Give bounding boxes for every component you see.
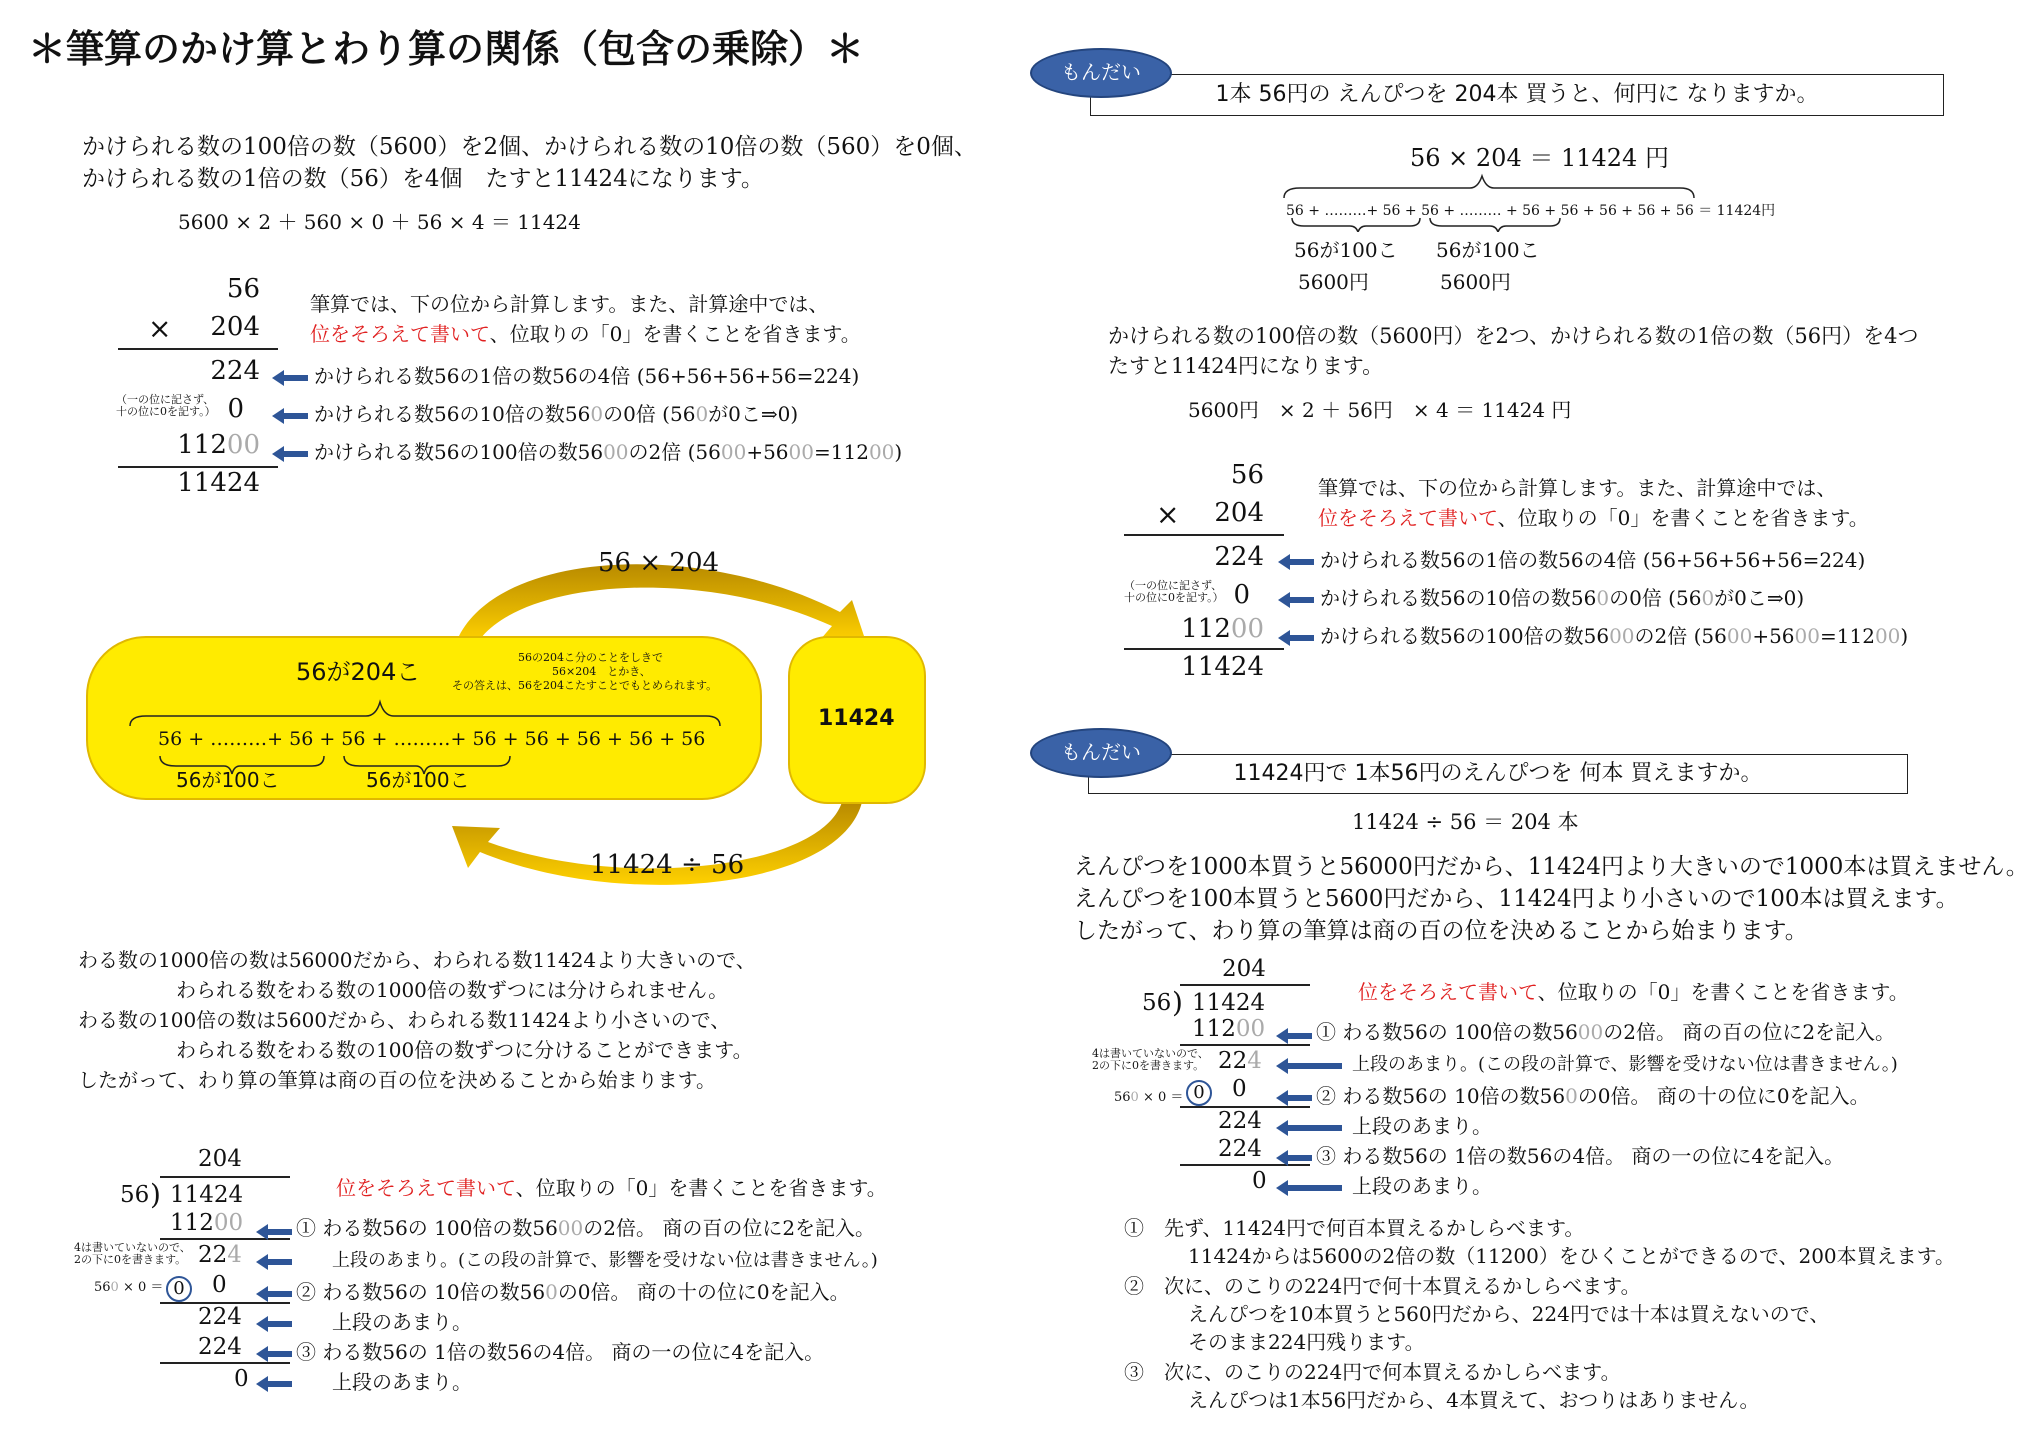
div-quotient: 204 [198, 1146, 242, 1172]
right-arrow-icon [1276, 1122, 1342, 1134]
right-arrow-icon [1278, 594, 1314, 606]
div-text-4: わられる数をわる数の100倍の数ずつに分けることができます。 [176, 1038, 753, 1062]
right-arrow-icon [1276, 1060, 1342, 1072]
left-note-1: 筆算では、下の位から計算します。また、計算途中では、 [310, 292, 829, 316]
div-tiny-note: 4は書いていないので、 2の下に0を書きます。 [74, 1241, 191, 1266]
left-intro-line2: かけられる数の1倍の数（56）を4個 たすと11424になります。 [82, 166, 764, 192]
mul-note-1: かけられる数56の1倍の数56の4倍 (56+56+56+56=224) [314, 364, 860, 388]
step-2-detail: えんぴつを10本買うと560円だから、224円では十本は買えないので、 [1188, 1302, 1830, 1326]
div-text-2: わられる数をわる数の1000倍の数ずつには分けられません。 [176, 978, 729, 1002]
right-under-2: 56が100こ [1436, 238, 1540, 262]
mul-note-2: かけられる数56の10倍の数560の0倍 (560が0こ⇒0) [314, 402, 799, 426]
div-divisor: 56 [120, 1182, 150, 1208]
right-text2-2: えんぴつを100本買うと5600円だから、11424円より小さいので100本は買えます。 [1074, 886, 1959, 912]
div-dividend: 11424 [170, 1182, 244, 1208]
cycle-under-1: 56が100こ [176, 768, 280, 792]
cycle-big-label: 56が204こ [296, 658, 421, 686]
r-mul-multiplicand: 56 [1230, 460, 1264, 490]
div-circled-zero-icon: 0 [166, 1276, 192, 1302]
left-arrow-icon [256, 1288, 292, 1300]
right-under-1b: 5600円 [1298, 270, 1369, 294]
step-1: ① 先ず、11424円で何百本買えるかしらべます。 [1124, 1216, 1585, 1240]
cycle-sum: 56 + ………+ 56 + 56 + ………+ 56 + 56 + 56 + 56 + 56 [158, 728, 706, 750]
left-note-2 [310, 318, 861, 347]
mul-total: 11424 [177, 468, 260, 498]
left-arrow-icon [272, 448, 308, 460]
cycle-top-label: 56 × 204 [598, 548, 720, 578]
right-eq2: 11424 ÷ 56 ＝ 204 本 [1352, 810, 1579, 834]
right-expl-1: かけられる数の100倍の数（5600円）を2つ、かけられる数の1倍の数（56円）を4つ [1108, 324, 1919, 348]
right-expl-2: たすと11424円になります。 [1108, 354, 1384, 378]
mul-partial-3: 112 [177, 430, 227, 460]
div-text-1: わる数の1000倍の数は56000だから、わられる数11424より大きいので、 [78, 948, 756, 972]
right-arrow-icon [1276, 1030, 1312, 1042]
right-formula: 5600円 × 2 ＋ 56円 × 4 ＝ 11424 円 [1188, 398, 1572, 422]
mul-multiplier: 204 [210, 312, 260, 342]
left-arrow-icon [256, 1378, 292, 1390]
right-text2-1: えんぴつを1000本買うと56000円だから、11424円より大きいので1000本は買えません。 [1074, 854, 2029, 880]
left-note-2-red: 位をそろえて書いて [310, 322, 490, 346]
mul-partial-2: 0 [227, 394, 244, 424]
left-arrow-icon [272, 372, 308, 384]
mul-multiplicand: 56 [226, 274, 260, 304]
mul-partial-1: 224 [210, 356, 260, 386]
right-under-1: 56が100こ [1294, 238, 1398, 262]
div-bracket-icon: ) [150, 1178, 161, 1211]
left-arrow-icon [256, 1318, 292, 1330]
step-1-detail: 11424からは5600の2倍の数（11200）をひくことができるので、200本買えます。 [1188, 1244, 1956, 1268]
left-formula: 5600 × 2 ＋ 560 × 0 ＋ 56 × 4 ＝ 11424 [178, 210, 581, 234]
step-2: ② 次に、のこりの224円で何十本買えるかしらべます。 [1124, 1274, 1641, 1298]
question-2-box: 11424円で 1本56円のえんぴつを 何本 買えますか。 [1088, 754, 1908, 794]
step-2-detail-2: そのまま224円残ります。 [1188, 1330, 1425, 1354]
left-arrow-icon [272, 410, 308, 422]
step-3: ③ 次に、のこりの224円で何本買えるかしらべます。 [1124, 1360, 1621, 1384]
cycle-small-note-1: 56の204こ分のことをしきで [518, 651, 663, 664]
question-1-box: 1本 56円の えんぴつを 204本 買うと、何円に なりますか。 [1090, 74, 1944, 116]
right-sum: 56 + ………+ 56 + 56 + ……… + 56 + 56 + 56 + 56 + 56 ＝ 11424円 [1286, 203, 1776, 219]
right-arrow-icon [1276, 1092, 1312, 1104]
left-intro-line1: かけられる数の100倍の数（5600）を2個、かけられる数の10倍の数（560）を0個、 [82, 134, 977, 160]
div-text-3: わる数の100倍の数は5600だから、わられる数11424より小さいので、 [78, 1008, 731, 1032]
cycle-result: 11424 [818, 706, 895, 731]
mul-sign: × [148, 312, 172, 345]
cycle-under-2: 56が100こ [366, 768, 470, 792]
left-note-2-rest: 、位取りの「0」を書くことを省きます。 [489, 322, 861, 346]
cycle-small-note-2: 56×204 とかき、 [552, 665, 651, 678]
right-arrow-icon [1278, 632, 1314, 644]
right-text2-3: したがって、わり算の筆算は商の百の位を決めることから始まります。 [1074, 918, 1808, 944]
cycle-small-note-3: その答えは、56を204こたすことでもとめられます。 [452, 679, 718, 692]
left-arrow-icon [256, 1256, 292, 1268]
right-arrow-icon [1276, 1182, 1342, 1194]
page-title: ＊筆算のかけ算とわり算の関係（包含の乗除）＊ [28, 27, 865, 71]
div-red-note: 位をそろえて書いて、位取りの「0」を書くことを省きます。 [336, 1176, 887, 1200]
left-arrow-icon [256, 1226, 292, 1238]
left-arrow-icon [256, 1348, 292, 1360]
question-badge-1: もんだい [1030, 48, 1172, 98]
step-3-detail: えんぴつは1本56円だから、4本買えて、おつりはありません。 [1188, 1388, 1760, 1412]
right-arrow-icon [1276, 1152, 1312, 1164]
question-badge-2: もんだい [1030, 728, 1172, 778]
mul-small-note: （一の位に記さず、 十の位に0を記す。） [116, 393, 216, 418]
mul-note-3: かけられる数56の100倍の数5600の2倍 (5600+5600=11200) [314, 440, 903, 464]
div-text-5: したがって、わり算の筆算は商の百の位を決めることから始まります。 [78, 1068, 716, 1092]
cycle-bottom-label: 11424 ÷ 56 [590, 850, 745, 880]
right-arrow-icon [1278, 556, 1314, 568]
right-eq1: 56 × 204 ＝ 11424 円 [1410, 144, 1669, 172]
mul-partial-3-gray: 00 [226, 430, 260, 460]
right-under-2b: 5600円 [1440, 270, 1511, 294]
